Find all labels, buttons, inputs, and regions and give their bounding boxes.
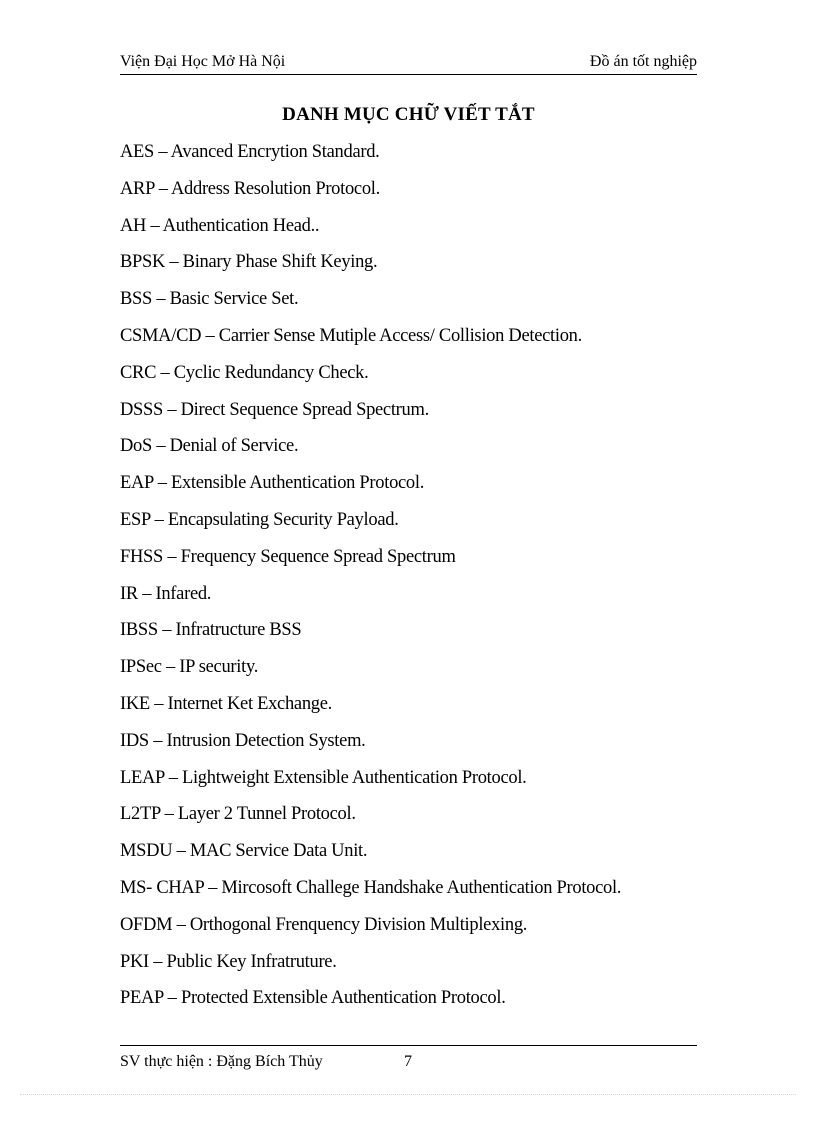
list-item: IDS – Intrusion Detection System. <box>120 730 366 751</box>
list-item: BSS – Basic Service Set. <box>120 289 299 310</box>
list-item: MSDU – MAC Service Data Unit. <box>120 841 368 862</box>
list-item: CRC – Cyclic Redundancy Check. <box>120 362 369 383</box>
page-footer <box>120 1052 697 1074</box>
page-header <box>120 52 697 75</box>
list-item: L2TP – Layer 2 Tunnel Protocol. <box>120 804 356 825</box>
list-item: CSMA/CD – Carrier Sense Mutiple Access/ Collision Detection. <box>120 325 582 346</box>
footer-author: SV thực hiện : Đặng Bích Thủy <box>120 1053 323 1070</box>
page-edge-divider <box>20 1094 796 1095</box>
list-item: DoS – Denial of Service. <box>120 436 299 457</box>
list-item: EAP – Extensible Authentication Protocol. <box>120 473 425 494</box>
list-item: IPSec – IP security. <box>120 657 259 678</box>
list-item: AES – Avanced Encrytion Standard. <box>120 142 380 162</box>
list-item: PKI – Public Key Infratruture. <box>120 951 337 972</box>
page-title: DANH MỤC CHỮ VIẾT TẮT <box>282 104 535 125</box>
list-item: FHSS – Frequency Sequence Spread Spectrum <box>120 546 456 567</box>
list-item: DSSS – Direct Sequence Spread Spectrum. <box>120 399 429 420</box>
list-item: BPSK – Binary Phase Shift Keying. <box>120 252 378 273</box>
list-item: IKE – Internet Ket Exchange. <box>120 693 332 714</box>
list-item: LEAP – Lightweight Extensible Authentication Protocol. <box>120 767 527 788</box>
list-item: ESP – Encapsulating Security Payload. <box>120 509 399 530</box>
footer-divider <box>120 1045 697 1046</box>
list-item: PEAP – Protected Extensible Authentication Protocol. <box>120 988 506 1009</box>
header-document-type: Đồ án tốt nghiệp <box>589 53 697 70</box>
header-institution: Viện Đại Học Mở Hà Nội <box>120 53 286 70</box>
list-item: IBSS – Infratructure BSS <box>120 620 302 641</box>
page-number: 7 <box>404 1053 412 1070</box>
list-item: OFDM – Orthogonal Frenquency Division Multiplexing. <box>120 914 528 935</box>
list-item: AH – Authentication Head.. <box>120 215 320 236</box>
abbreviation-list <box>120 142 710 1025</box>
list-item: IR – Infared. <box>120 583 212 604</box>
list-item: ARP – Address Resolution Protocol. <box>120 178 380 199</box>
list-item: MS- CHAP – Mircosoft Challege Handshake Authentication Protocol. <box>120 877 622 898</box>
